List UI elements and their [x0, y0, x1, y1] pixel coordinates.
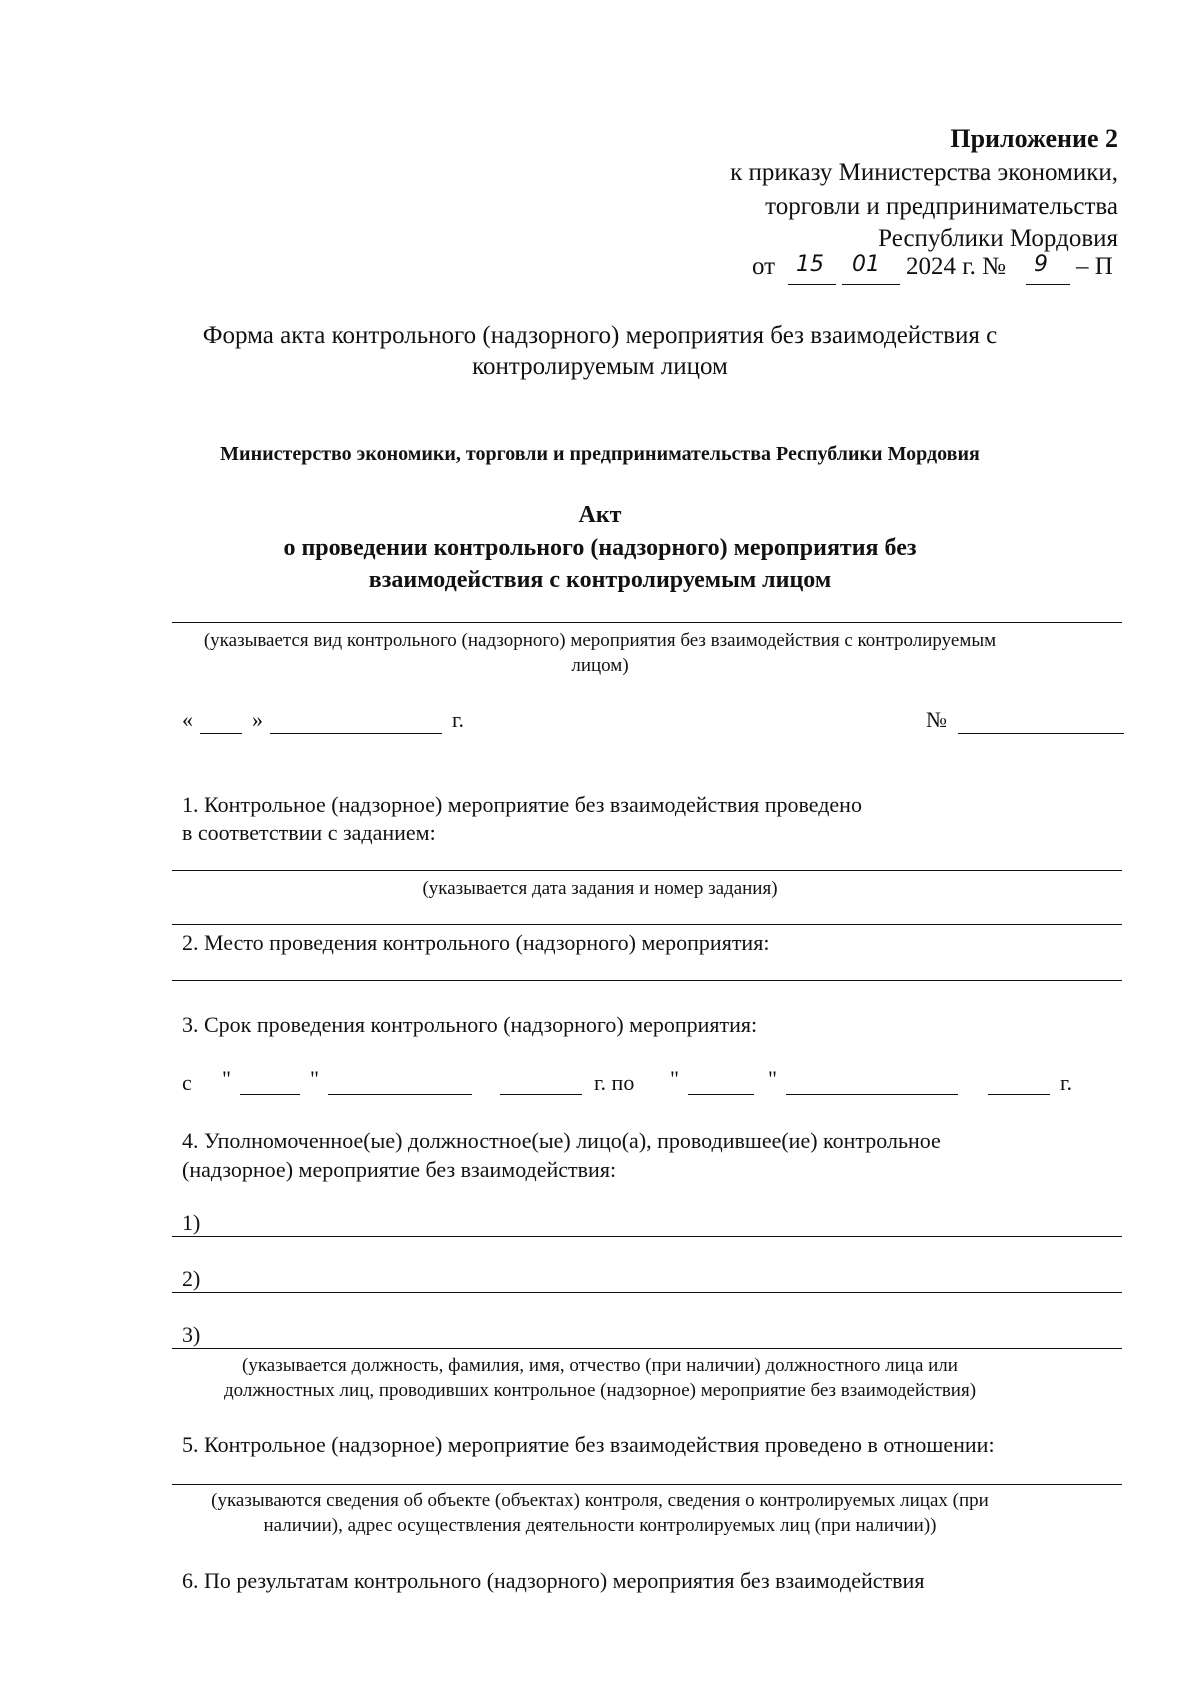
date-month-field[interactable]	[270, 733, 442, 734]
period-from-open-quote: "	[222, 1066, 231, 1091]
section-1-line-1: 1. Контрольное (надзорное) мероприятие без взаимодействия проведено	[182, 792, 862, 817]
form-title-line-2: контролируемым лицом	[472, 353, 728, 380]
period-to-day-field[interactable]	[688, 1094, 754, 1095]
kind-hint-line-1: (указывается вид контрольного (надзорного) мероприятия без взаимодействия с контролируемым	[203, 630, 997, 651]
section-4-line-1: 4. Уполномоченное(ые) должностное(ые) лицо(а), проводившее(ие) контрольное	[182, 1128, 941, 1153]
period-from-month-field[interactable]	[328, 1094, 472, 1095]
section-5-text: 5. Контрольное (надзорное) мероприятие без взаимодействия проведено в отношении:	[182, 1432, 995, 1457]
period-from-year-field[interactable]	[500, 1094, 582, 1095]
act-subtitle-line-1: о проведении контрольного (надзорного) мероприятия без	[283, 535, 917, 561]
appendix-line-2: торговли и предпринимательства	[765, 193, 1118, 220]
period-to-open-quote: "	[670, 1066, 679, 1091]
section-4-hint-line-1: (указывается должность, фамилия, имя, отчество (при наличии) должностного лица или	[242, 1355, 958, 1376]
appendix-line-1: к приказу Министерства экономики,	[730, 159, 1118, 186]
order-date-day: 15	[796, 252, 824, 277]
section-5-hint-line-1: (указываются сведения об объекте (объектах) контроля, сведения о контролируемых лицах (при	[211, 1490, 989, 1511]
task-field-line[interactable]	[172, 870, 1122, 871]
subject-field-line[interactable]	[172, 1484, 1122, 1485]
appendix-title: Приложение 2	[950, 124, 1118, 153]
act-subtitle-line-2: взаимодействия с контролируемым лицом	[368, 567, 832, 593]
official-item-3-label: 3)	[182, 1322, 201, 1347]
period-to-label: г. по	[594, 1070, 635, 1095]
official-item-1-label: 1)	[182, 1210, 201, 1235]
act-number-sign: №	[926, 707, 947, 732]
location-field-line[interactable]	[172, 980, 1122, 981]
section-5-hint-line-2: наличии), адрес осуществления деятельности контролируемых лиц (при наличии))	[263, 1515, 937, 1536]
period-from-close-quote: "	[310, 1066, 319, 1091]
act-title: Акт	[578, 502, 622, 528]
appendix-line-3: Республики Мордовия	[878, 225, 1118, 252]
task-field-line-2[interactable]	[172, 924, 1122, 925]
order-date-prefix: от	[752, 253, 776, 280]
order-suffix: – П	[1076, 253, 1113, 280]
period-to-close-quote: "	[768, 1066, 777, 1091]
kind-field-line[interactable]	[172, 622, 1122, 623]
ministry-name: Министерство экономики, торговли и предпринимательства Республики Мордовия	[220, 443, 980, 465]
order-number: 9	[1034, 252, 1048, 277]
date-open-quote: «	[182, 707, 193, 732]
act-number-field[interactable]	[958, 733, 1124, 734]
section-6-text: 6. По результатам контрольного (надзорного) мероприятия без взаимодействия	[182, 1568, 925, 1593]
official-item-3-field[interactable]	[172, 1348, 1122, 1349]
official-item-2-field[interactable]	[172, 1292, 1122, 1293]
form-title-line-1: Форма акта контрольного (надзорного) мероприятия без взаимодействия с	[202, 322, 998, 349]
section-4-line-2: (надзорное) мероприятие без взаимодействия:	[182, 1157, 617, 1182]
section-1-line-2: в соответствии с заданием:	[182, 820, 436, 845]
period-to-month-field[interactable]	[786, 1094, 958, 1095]
period-to-year-field[interactable]	[988, 1094, 1050, 1095]
order-date-month: 01	[852, 252, 880, 277]
order-month-underline	[842, 284, 900, 285]
order-number-underline	[1026, 284, 1070, 285]
period-to-year-suffix: г.	[1060, 1070, 1073, 1095]
section-3-text: 3. Срок проведения контрольного (надзорного) мероприятия:	[182, 1012, 758, 1037]
period-from-label: с	[182, 1070, 192, 1095]
section-2-text: 2. Место проведения контрольного (надзорного) мероприятия:	[182, 930, 770, 955]
section-1-hint: (указывается дата задания и номер задания)	[422, 878, 778, 899]
period-from-day-field[interactable]	[240, 1094, 300, 1095]
order-day-underline	[788, 284, 836, 285]
date-year-suffix: г.	[452, 707, 465, 732]
official-item-2-label: 2)	[182, 1266, 201, 1291]
kind-hint-line-2: лицом)	[571, 655, 629, 676]
date-close-quote: »	[252, 707, 263, 732]
section-4-hint-line-2: должностных лиц, проводивших контрольное (надзорное) мероприятие без взаимодействия)	[223, 1380, 977, 1401]
order-date-year: 2024 г. №	[906, 253, 1007, 280]
official-item-1-field[interactable]	[172, 1236, 1122, 1237]
date-day-field[interactable]	[200, 733, 242, 734]
